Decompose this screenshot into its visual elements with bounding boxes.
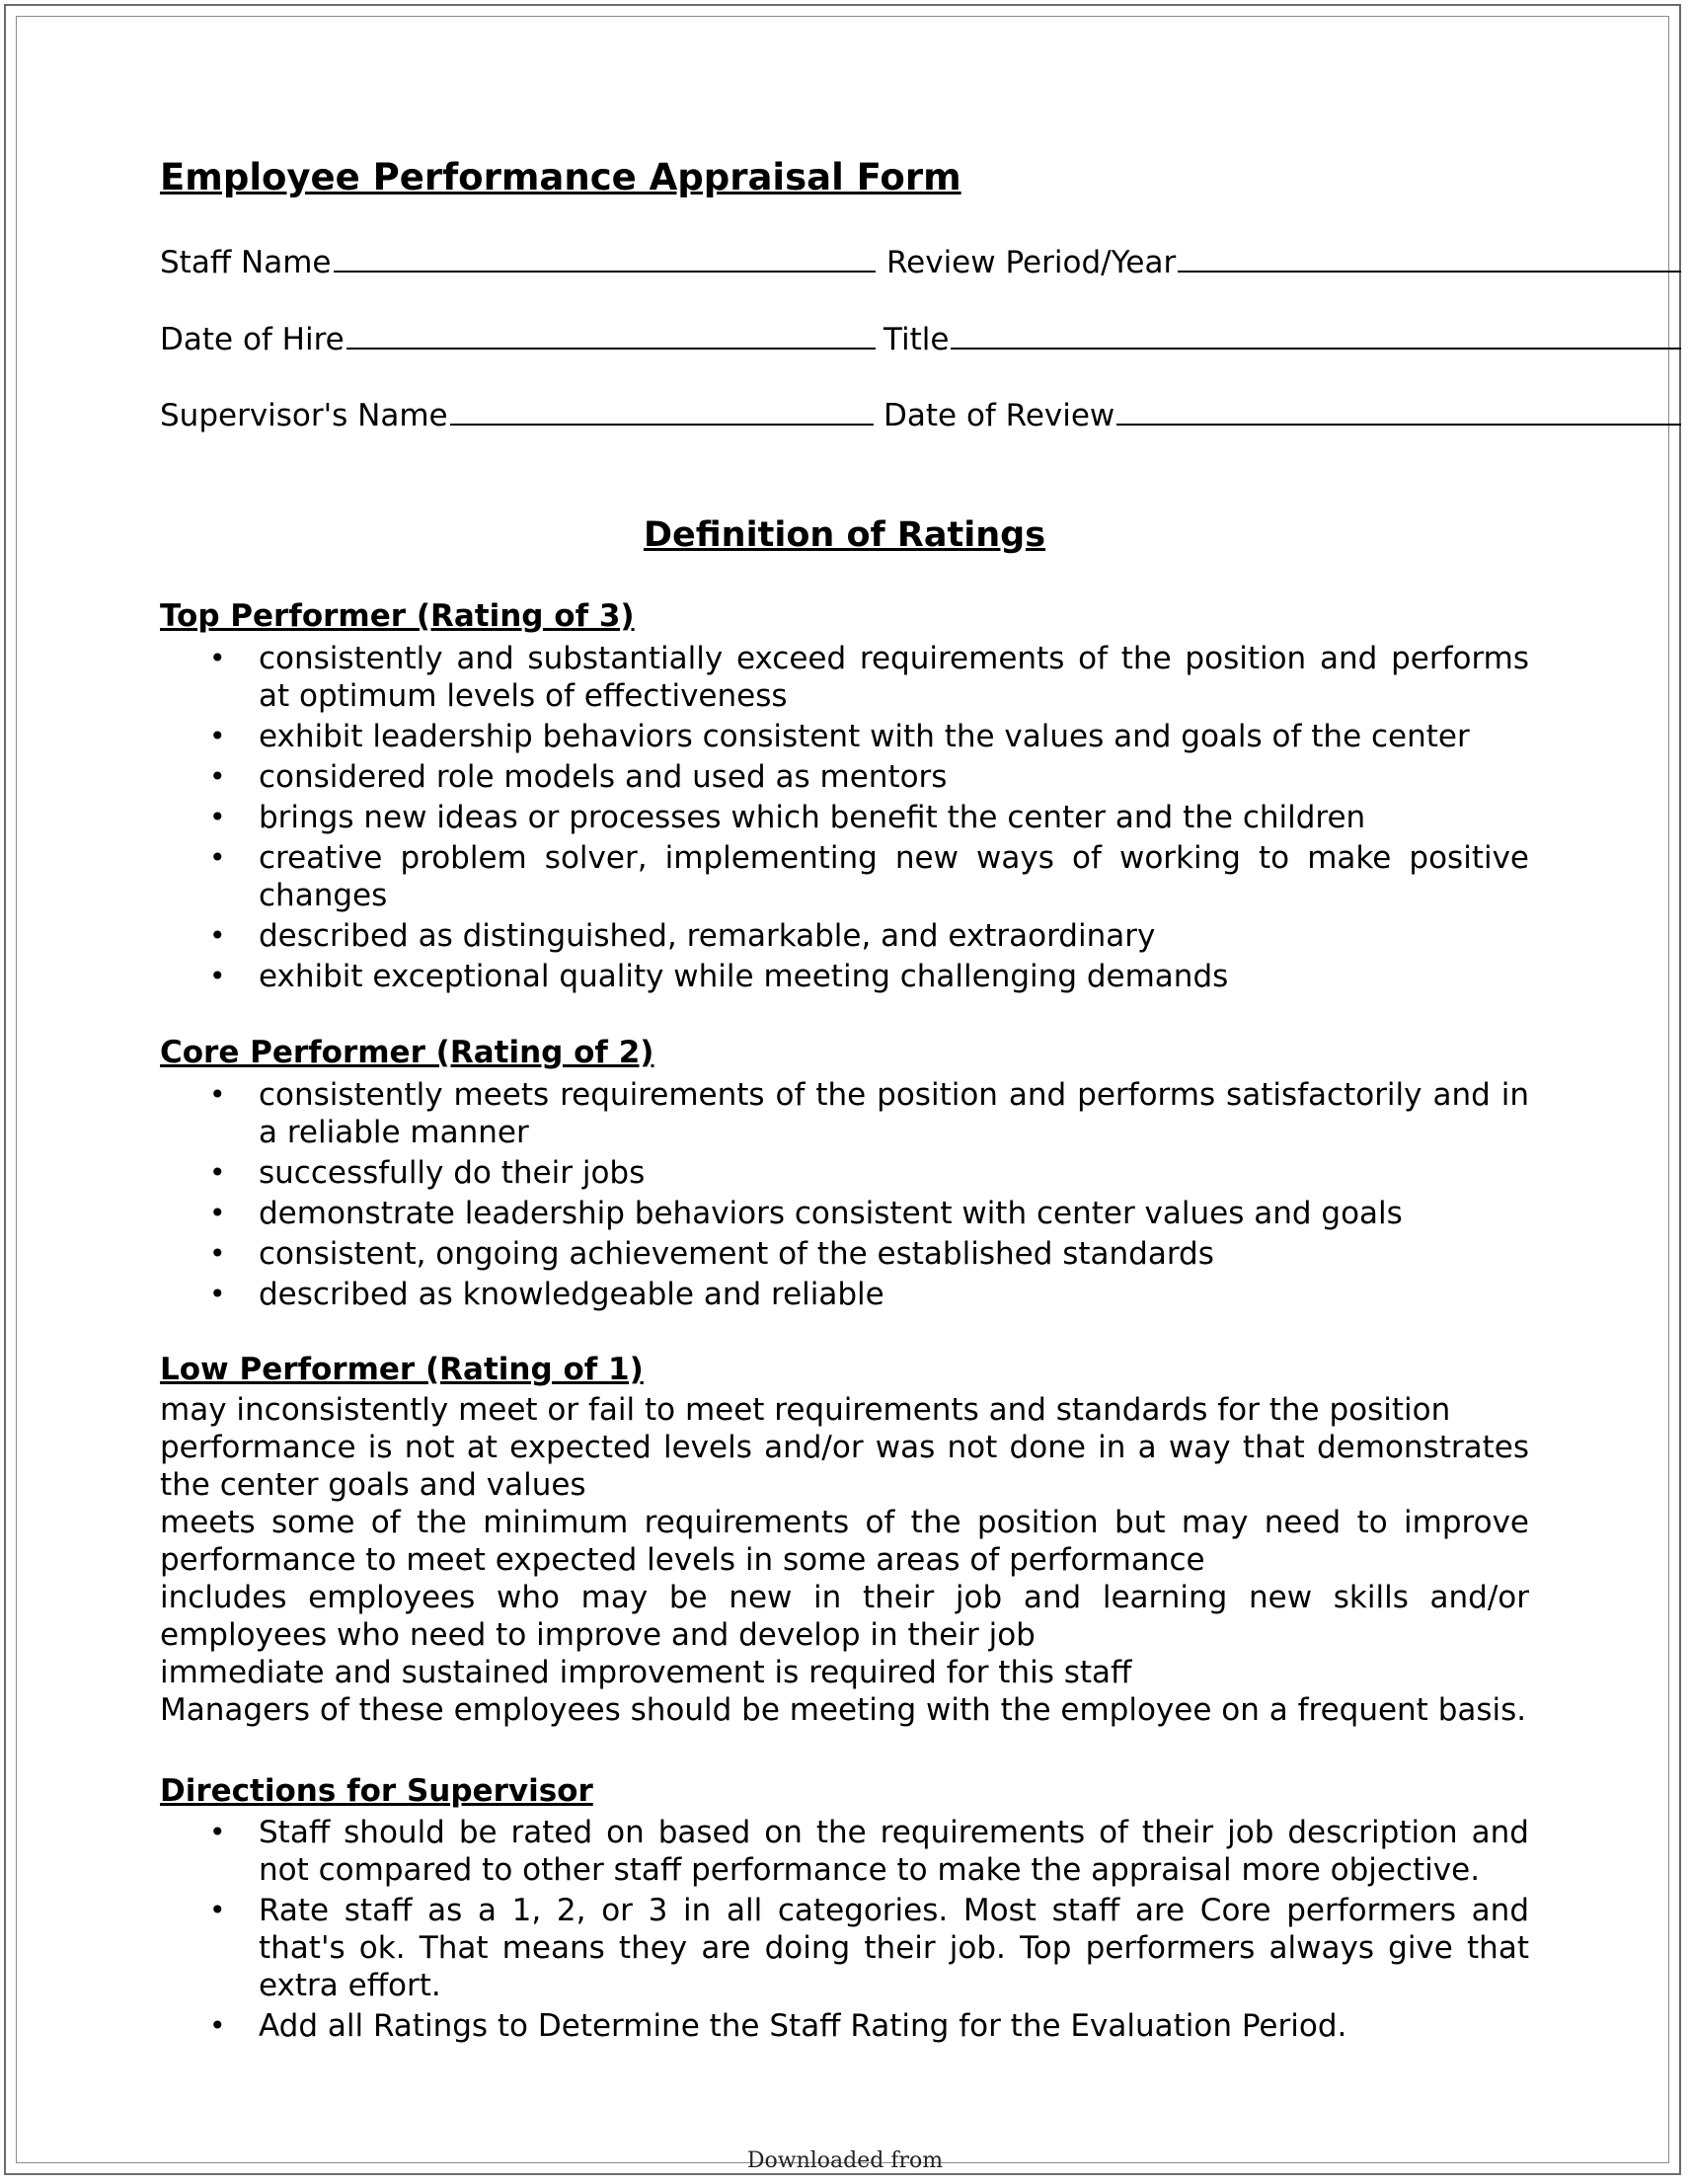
- list-item: may inconsistently meet or fail to meet requirements and standards for the position: [160, 1392, 1451, 1428]
- list-item: • Staff should be rated on based on the requirements of their job description and not compared to other staff performance to make the appraisal more objective.: [209, 1815, 1529, 1888]
- supervisor-name-line[interactable]: [450, 396, 874, 426]
- review-period-label: Review Period/Year: [886, 245, 1177, 280]
- footer-text: Downloaded from: [746, 2148, 944, 2173]
- field-row-2: [160, 320, 1529, 363]
- list-item: • consistent, ongoing achievement of the established standards: [209, 1236, 1214, 1272]
- bullet-icon: •: [209, 642, 226, 674]
- definition-title: Definition of Ratings: [643, 515, 1046, 555]
- top-performer-heading: Top Performer (Rating of 3): [160, 598, 635, 634]
- bullet-icon: •: [209, 1197, 226, 1229]
- bullet-icon: •: [209, 1894, 226, 1926]
- field-row-1: [160, 243, 1529, 286]
- list-item: • creative problem solver, implementing new ways of working to make positive changes: [209, 840, 1529, 913]
- bullet-icon: •: [209, 841, 226, 874]
- date-of-hire-field[interactable]: [160, 320, 876, 357]
- list-item: • Add all Ratings to Determine the Staff Rating for the Evaluation Period.: [209, 2008, 1347, 2044]
- list-item: performance is not at expected levels and/or was not done in a way that demonstrates the center goals and values: [160, 1430, 1529, 1503]
- date-of-review-field[interactable]: [883, 396, 1681, 433]
- form-title: Employee Performance Appraisal Form: [160, 156, 961, 198]
- date-of-review-label: Date of Review: [883, 398, 1115, 433]
- list-item: • exhibit exceptional quality while meeting challenging demands: [209, 959, 1229, 994]
- directions-heading: Directions for Supervisor: [160, 1773, 593, 1809]
- core-performer-list: [160, 1076, 1529, 1316]
- field-row-3: [160, 396, 1529, 439]
- list-item: • exhibit leadership behaviors consistent with the values and goals of the center: [209, 719, 1470, 754]
- list-item: Managers of these employees should be meeting with the employee on a frequent basis.: [160, 1692, 1527, 1728]
- bullet-icon: •: [209, 760, 226, 793]
- list-item: • described as knowledgeable and reliable: [209, 1277, 884, 1312]
- bullet-icon: •: [209, 2009, 226, 2042]
- bullet-icon: •: [209, 1237, 226, 1270]
- directions-list: [160, 1814, 1529, 2048]
- list-item: • consistently and substantially exceed requirements of the position and performs at optimum levels of effectiveness: [209, 641, 1529, 714]
- staff-name-label: Staff Name: [160, 245, 332, 280]
- date-of-hire-line[interactable]: [346, 320, 876, 350]
- supervisor-name-field[interactable]: [160, 396, 874, 433]
- low-performer-list: [160, 1391, 1529, 1729]
- top-performer-list: [160, 640, 1529, 998]
- staff-name-line[interactable]: [334, 243, 877, 273]
- bullet-icon: •: [209, 720, 226, 752]
- date-of-review-line[interactable]: [1116, 396, 1681, 426]
- list-item: • demonstrate leadership behaviors consistent with center values and goals: [209, 1196, 1403, 1231]
- staff-name-field[interactable]: [160, 243, 876, 280]
- supervisor-name-label: Supervisor's Name: [160, 398, 448, 433]
- list-item: • described as distinguished, remarkable, and extraordinary: [209, 918, 1156, 954]
- date-of-hire-label: Date of Hire: [160, 322, 345, 357]
- low-performer-heading: Low Performer (Rating of 1): [160, 1352, 644, 1387]
- list-item: • successfully do their jobs: [209, 1155, 646, 1191]
- list-item: • brings new ideas or processes which benefit the center and the children: [209, 800, 1366, 835]
- bullet-icon: •: [209, 801, 226, 833]
- bullet-icon: •: [209, 960, 226, 992]
- list-item: immediate and sustained improvement is required for this staff: [160, 1655, 1132, 1690]
- title-line[interactable]: [951, 320, 1681, 350]
- review-period-line[interactable]: [1178, 243, 1681, 273]
- list-item: • considered role models and used as mentors: [209, 759, 948, 795]
- core-performer-heading: Core Performer (Rating of 2): [160, 1035, 654, 1070]
- bullet-icon: •: [209, 1078, 226, 1111]
- list-item: • consistently meets requirements of the position and performs satisfactorily and in a reliable manner: [209, 1077, 1529, 1150]
- bullet-icon: •: [209, 1156, 226, 1189]
- title-field[interactable]: [883, 320, 1681, 357]
- bullet-icon: •: [209, 919, 226, 952]
- review-period-field[interactable]: [886, 243, 1681, 280]
- list-item: includes employees who may be new in their job and learning new skills and/or employees who need to improve and develop in their job: [160, 1580, 1529, 1653]
- list-item: meets some of the minimum requirements of the position but may need to improve performance to meet expected levels in some areas of performance: [160, 1505, 1529, 1578]
- title-label: Title: [883, 322, 950, 357]
- bullet-icon: •: [209, 1278, 226, 1310]
- bullet-icon: •: [209, 1816, 226, 1848]
- list-item: • Rate staff as a 1, 2, or 3 in all categories. Most staff are Core performers and that's ok. That means they are doing their job. Top performers always give that extra effort.: [209, 1893, 1529, 2003]
